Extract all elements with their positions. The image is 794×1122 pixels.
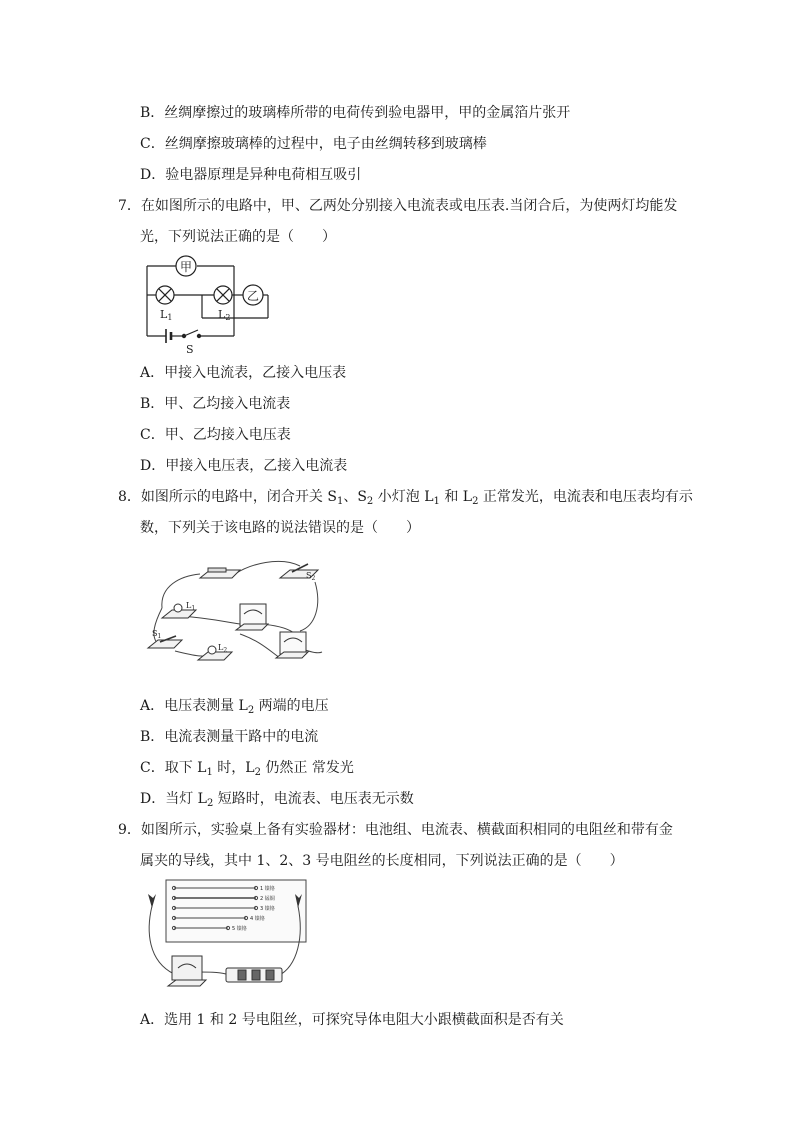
q8-l2-label: $L_2$ xyxy=(218,643,228,654)
q7-stem-line2: 光，下列说法正确的是（ ） xyxy=(140,229,336,245)
q8-s2-label: $S_2$ xyxy=(306,571,316,582)
q6-option-b: B．丝绸摩擦过的玻璃棒所带的电荷传到验电器甲，甲的金属箔片张开 xyxy=(140,105,571,121)
q9-wire5-label: 5 镍铬 xyxy=(232,926,247,932)
q8-option-d: D．当灯 $L_2$ 短路时，电流表、电压表无示数 xyxy=(140,791,414,809)
q8-option-b: B．电流表测量干路中的电流 xyxy=(140,729,319,745)
q7-option-b: B．甲、乙均接入电流表 xyxy=(140,396,291,412)
q8-option-c: C．取下 $L_1$ 时，$L_2$ 仍然正 常发光 xyxy=(140,760,354,778)
q6-option-d: D．验电器原理是异种电荷相互吸引 xyxy=(140,167,362,183)
q9-wire2-label: 2 锰铜 xyxy=(260,896,275,902)
lamp-l1-label: L1 xyxy=(160,308,173,322)
q9-stem-line2: 属夹的导线，其中 1、2、3 号电阻丝的长度相同，下列说法正确的是（ ） xyxy=(140,853,624,869)
q8-stem-line1: 8．如图所示的电路中，闭合开关 $S_1$、$S_2$ 小灯泡 $L_1$ 和 $L_2$ 正常发光，电流表和电压表均有示 xyxy=(118,489,693,507)
switch-s-label: S xyxy=(186,343,194,356)
q7-circuit-diagram xyxy=(140,254,275,356)
q9-wire4-label: 4 镍铬 xyxy=(250,916,265,922)
q8-option-a: A．电压表测量 $L_2$ 两端的电压 xyxy=(140,698,329,716)
q9-stem-line1: 9．如图所示，实验桌上备有实验器材：电池组、电流表、横截面积相同的电阻丝和带有金 xyxy=(118,822,673,838)
q8-l1-label: $L_1$ xyxy=(186,601,196,612)
meter-yi-label: 乙 xyxy=(246,289,260,303)
q8-circuit-photo xyxy=(140,556,325,668)
q7-stem-line1: 7．在如图所示的电路中，甲、乙两处分别接入电流表或电压表.当闭合后，为使两灯均能发 xyxy=(118,198,678,214)
q9-experiment-apparatus xyxy=(138,876,318,992)
q7-option-c: C．甲、乙均接入电压表 xyxy=(140,427,291,443)
q9-wire1-label: 1 镍铬 xyxy=(260,886,275,892)
q8-s1-label: $S_1$ xyxy=(152,629,162,640)
meter-jia-label: 甲 xyxy=(179,260,193,274)
lamp-l2-label: L2 xyxy=(218,308,231,322)
q7-option-d: D．甲接入电压表，乙接入电流表 xyxy=(140,458,348,474)
q8-stem-line2: 数，下列关于该电路的说法错误的是（ ） xyxy=(140,520,420,536)
q6-option-c: C．丝绸摩擦玻璃棒的过程中，电子由丝绸转移到玻璃棒 xyxy=(140,136,487,152)
q9-option-a: A．选用 1 和 2 号电阻丝，可探究导体电阻大小跟横截面积是否有关 xyxy=(140,1012,564,1028)
q7-option-a: A．甲接入电流表，乙接入电压表 xyxy=(140,365,347,381)
q9-wire3-label: 3 镍铬 xyxy=(260,906,275,912)
